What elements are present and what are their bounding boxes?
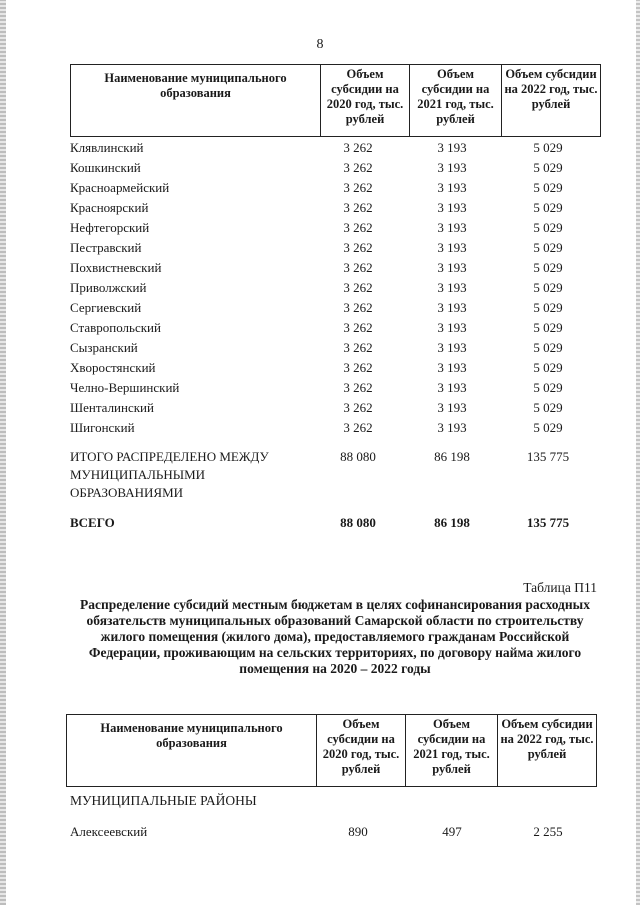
row-value-2020: 3 262 bbox=[343, 360, 373, 375]
row-value-2021: 3 193 bbox=[437, 240, 467, 255]
row-value-2022: 5 029 bbox=[533, 140, 563, 155]
row-value-2022: 5 029 bbox=[533, 200, 563, 215]
row-value-2021: 3 193 bbox=[437, 280, 467, 295]
row-value-2020: 3 262 bbox=[343, 400, 373, 415]
row-name: Похвистневский bbox=[70, 260, 162, 275]
row-value-2021: 3 193 bbox=[437, 140, 467, 155]
distributed-total-2021: 86 198 bbox=[434, 449, 470, 464]
table1-header-2020: Объем субсидии на 2020 год, тыс. рублей bbox=[321, 65, 410, 137]
row-value-2022: 5 029 bbox=[533, 360, 563, 375]
distributed-total-row bbox=[70, 448, 600, 508]
table-row bbox=[70, 418, 600, 438]
row-value-2022: 5 029 bbox=[533, 260, 563, 275]
row-value-2020: 3 262 bbox=[343, 160, 373, 175]
row-value-2020: 3 262 bbox=[343, 280, 373, 295]
table-row bbox=[70, 298, 600, 318]
table-row bbox=[70, 822, 600, 842]
row-value-2021: 3 193 bbox=[437, 220, 467, 235]
row-value-2020: 3 262 bbox=[343, 260, 373, 275]
row-value-2020: 3 262 bbox=[343, 140, 373, 155]
row-name: Красноярский bbox=[70, 200, 149, 215]
table-row bbox=[70, 178, 600, 198]
table1-header-name: Наименование муниципального образования bbox=[71, 65, 321, 137]
row-value-2021: 3 193 bbox=[437, 340, 467, 355]
row-name: Красноармейский bbox=[70, 180, 170, 195]
grand-total-2022: 135 775 bbox=[526, 515, 570, 530]
row-name: Сызранский bbox=[70, 340, 138, 355]
section-heading: МУНИЦИПАЛЬНЫЕ РАЙОНЫ bbox=[70, 793, 257, 808]
row-value-2021: 3 193 bbox=[437, 200, 467, 215]
row-value-2020: 3 262 bbox=[343, 380, 373, 395]
table2-label: Таблица П11 bbox=[523, 580, 597, 595]
table-row bbox=[70, 218, 600, 238]
table1-header bbox=[70, 64, 601, 137]
row-name: Челно-Вершинский bbox=[70, 380, 180, 395]
row-value-2022: 5 029 bbox=[533, 160, 563, 175]
row-value-2020: 3 262 bbox=[343, 300, 373, 315]
distributed-total-label: ИТОГО РАСПРЕДЕЛЕНО МЕЖДУ МУНИЦИПАЛЬНЫМИ ОБРАЗОВАНИЯМИ bbox=[70, 449, 269, 500]
table-row bbox=[70, 318, 600, 338]
table2-header-name: Наименование муниципального образования bbox=[67, 715, 317, 787]
row-name: Нефтегорский bbox=[70, 220, 150, 235]
row-value-2021: 3 193 bbox=[437, 260, 467, 275]
table-row bbox=[70, 138, 600, 158]
row-name: Кошкинский bbox=[70, 160, 141, 175]
row-value-2022: 5 029 bbox=[533, 240, 563, 255]
scan-edge-left bbox=[0, 0, 6, 905]
row-value-2022: 5 029 bbox=[533, 380, 563, 395]
row-value-2020: 3 262 bbox=[343, 200, 373, 215]
row-name: Шигонский bbox=[70, 420, 135, 435]
row-value-2020: 3 262 bbox=[343, 320, 373, 335]
scan-edge-right bbox=[636, 0, 640, 905]
table-row bbox=[70, 278, 600, 298]
row-value-2020: 890 bbox=[348, 824, 368, 839]
table-row bbox=[70, 378, 600, 398]
row-name: Сергиевский bbox=[70, 300, 142, 315]
table-row bbox=[70, 398, 600, 418]
row-name: Пестравский bbox=[70, 240, 142, 255]
table2-title: Распределение субсидий местным бюджетам в целях софинансирования расходных обязательств муниципальных образований Самарской области по строительству жилого помещения (жилого дома), предоставляемого гражданам Российской Федерации, проживающим на сельских территориях, по договору найма жилого помещения на 2020 – 2022 годы bbox=[80, 597, 590, 676]
table1-header-2021: Объем субсидии на 2021 год, тыс. рублей bbox=[410, 65, 502, 137]
row-value-2020: 3 262 bbox=[343, 240, 373, 255]
row-name: Шенталинский bbox=[70, 400, 154, 415]
table1-header-2022: Объем субсидии на 2022 год, тыс. рублей bbox=[502, 65, 601, 137]
grand-total-row bbox=[70, 514, 600, 534]
row-value-2022: 5 029 bbox=[533, 220, 563, 235]
table-row bbox=[70, 158, 600, 178]
table2-header-2022: Объем субсидии на 2022 год, тыс. рублей bbox=[498, 715, 597, 787]
row-value-2021: 3 193 bbox=[437, 180, 467, 195]
row-value-2020: 3 262 bbox=[343, 340, 373, 355]
row-value-2022: 5 029 bbox=[533, 280, 563, 295]
distributed-total-2020: 88 080 bbox=[340, 449, 376, 464]
table2-header-2020: Объем субсидии на 2020 год, тыс. рублей bbox=[317, 715, 406, 787]
row-value-2022: 5 029 bbox=[533, 300, 563, 315]
distributed-total-2022: 135 775 bbox=[526, 449, 570, 464]
table-row bbox=[70, 338, 600, 358]
row-name: Алексеевский bbox=[70, 824, 148, 839]
table-row bbox=[70, 198, 600, 218]
row-value-2021: 3 193 bbox=[437, 420, 467, 435]
grand-total-2020: 88 080 bbox=[340, 515, 376, 530]
row-name: Хворостянский bbox=[70, 360, 156, 375]
row-value-2022: 5 029 bbox=[533, 180, 563, 195]
row-name: Приволжский bbox=[70, 280, 147, 295]
row-value-2022: 5 029 bbox=[533, 340, 563, 355]
table2-header-2021: Объем субсидии на 2021 год, тыс. рублей bbox=[406, 715, 498, 787]
table-row bbox=[70, 358, 600, 378]
row-value-2022: 5 029 bbox=[533, 420, 563, 435]
row-value-2020: 3 262 bbox=[343, 220, 373, 235]
grand-total-2021: 86 198 bbox=[434, 515, 470, 530]
table-row bbox=[70, 238, 600, 258]
row-value-2021: 3 193 bbox=[437, 320, 467, 335]
row-value-2022: 5 029 bbox=[533, 320, 563, 335]
row-value-2021: 3 193 bbox=[437, 160, 467, 175]
row-value-2020: 3 262 bbox=[343, 180, 373, 195]
table2-header bbox=[66, 714, 597, 787]
row-value-2020: 3 262 bbox=[343, 420, 373, 435]
table-row bbox=[70, 258, 600, 278]
row-name: Ставропольский bbox=[70, 320, 161, 335]
grand-total-label: ВСЕГО bbox=[70, 515, 115, 530]
row-name: Клявлинский bbox=[70, 140, 144, 155]
row-value-2022: 5 029 bbox=[533, 400, 563, 415]
row-value-2021: 3 193 bbox=[437, 360, 467, 375]
row-value-2021: 3 193 bbox=[437, 400, 467, 415]
row-value-2021: 3 193 bbox=[437, 300, 467, 315]
row-value-2021: 3 193 bbox=[437, 380, 467, 395]
row-value-2021: 497 bbox=[442, 824, 462, 839]
page-number: 8 bbox=[316, 37, 324, 52]
row-value-2022: 2 255 bbox=[533, 824, 563, 839]
